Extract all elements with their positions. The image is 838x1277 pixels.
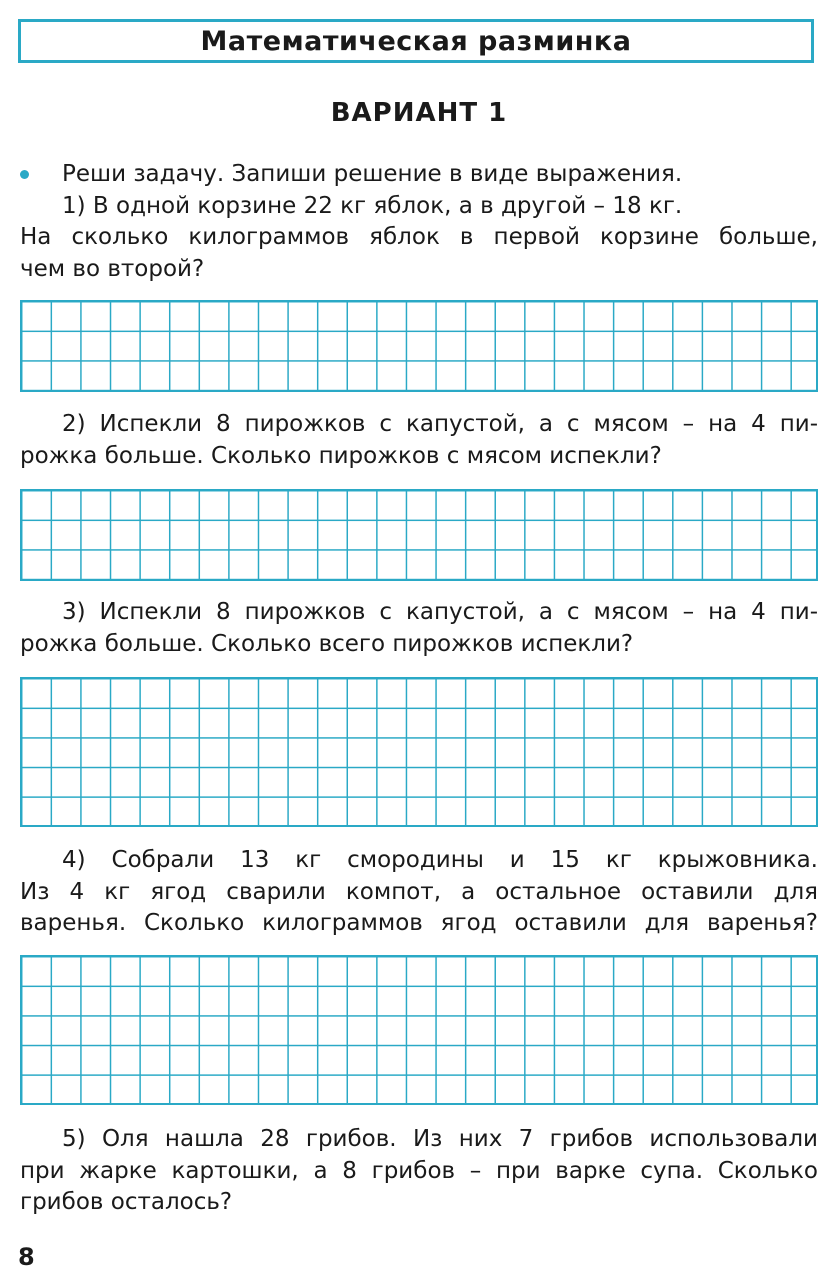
problem-3-line-2: рожка больше. Сколько всего пирожков испекли? — [20, 630, 634, 657]
problem-4-text — [20, 845, 818, 940]
answer-grid-1[interactable] — [20, 300, 818, 392]
problem-1-line-3: чем во второй? — [20, 255, 205, 282]
problem-5-text — [20, 1124, 818, 1219]
problem-5-line-1: 5) Оля нашла 28 грибов. Из них 7 грибов использовали — [62, 1126, 818, 1152]
problem-3-text — [20, 597, 818, 660]
variant-heading: ВАРИАНТ 1 — [330, 98, 508, 128]
answer-grid-2[interactable] — [20, 489, 818, 581]
problem-4-line-2: Из 4 кг ягод сварили компот, а остальное оставили для — [20, 878, 818, 905]
problem-3-line-1: 3) Испекли 8 пирожков с капустой, а с мясом – на 4 пи- — [62, 599, 818, 625]
answer-grid-3[interactable] — [20, 677, 818, 827]
instruction-line: Реши задачу. Запиши решение в виде выражения. — [62, 161, 683, 187]
problem-1-line-1: 1) В одной корзине 22 кг яблок, а в другой – 18 кг. — [62, 192, 683, 219]
page-number: 8 — [18, 1243, 35, 1271]
problem-4-line-3: варенья. Сколько килограммов ягод оставили для варенья? — [20, 910, 818, 936]
problem-2-text — [20, 409, 818, 472]
problem-5-line-2: при жарке картошки, а 8 грибов – при варке супа. Сколько — [20, 1157, 818, 1184]
problem-1-text — [20, 159, 818, 285]
problem-2-line-1: 2) Испекли 8 пирожков с капустой, а с мясом – на 4 пи- — [62, 411, 818, 437]
answer-grid-4[interactable] — [20, 955, 818, 1105]
problem-1-line-2: На сколько килограммов яблок в первой корзине больше, — [20, 224, 818, 250]
problem-4-line-1: 4) Собрали 13 кг смородины и 15 кг крыжовника. — [62, 847, 818, 873]
problem-2-line-2: рожка больше. Сколько пирожков с мясом испекли? — [20, 442, 662, 469]
page-title: Математическая разминка — [200, 25, 632, 57]
title-box — [18, 19, 814, 63]
problem-5-line-3: грибов осталось? — [20, 1189, 233, 1215]
